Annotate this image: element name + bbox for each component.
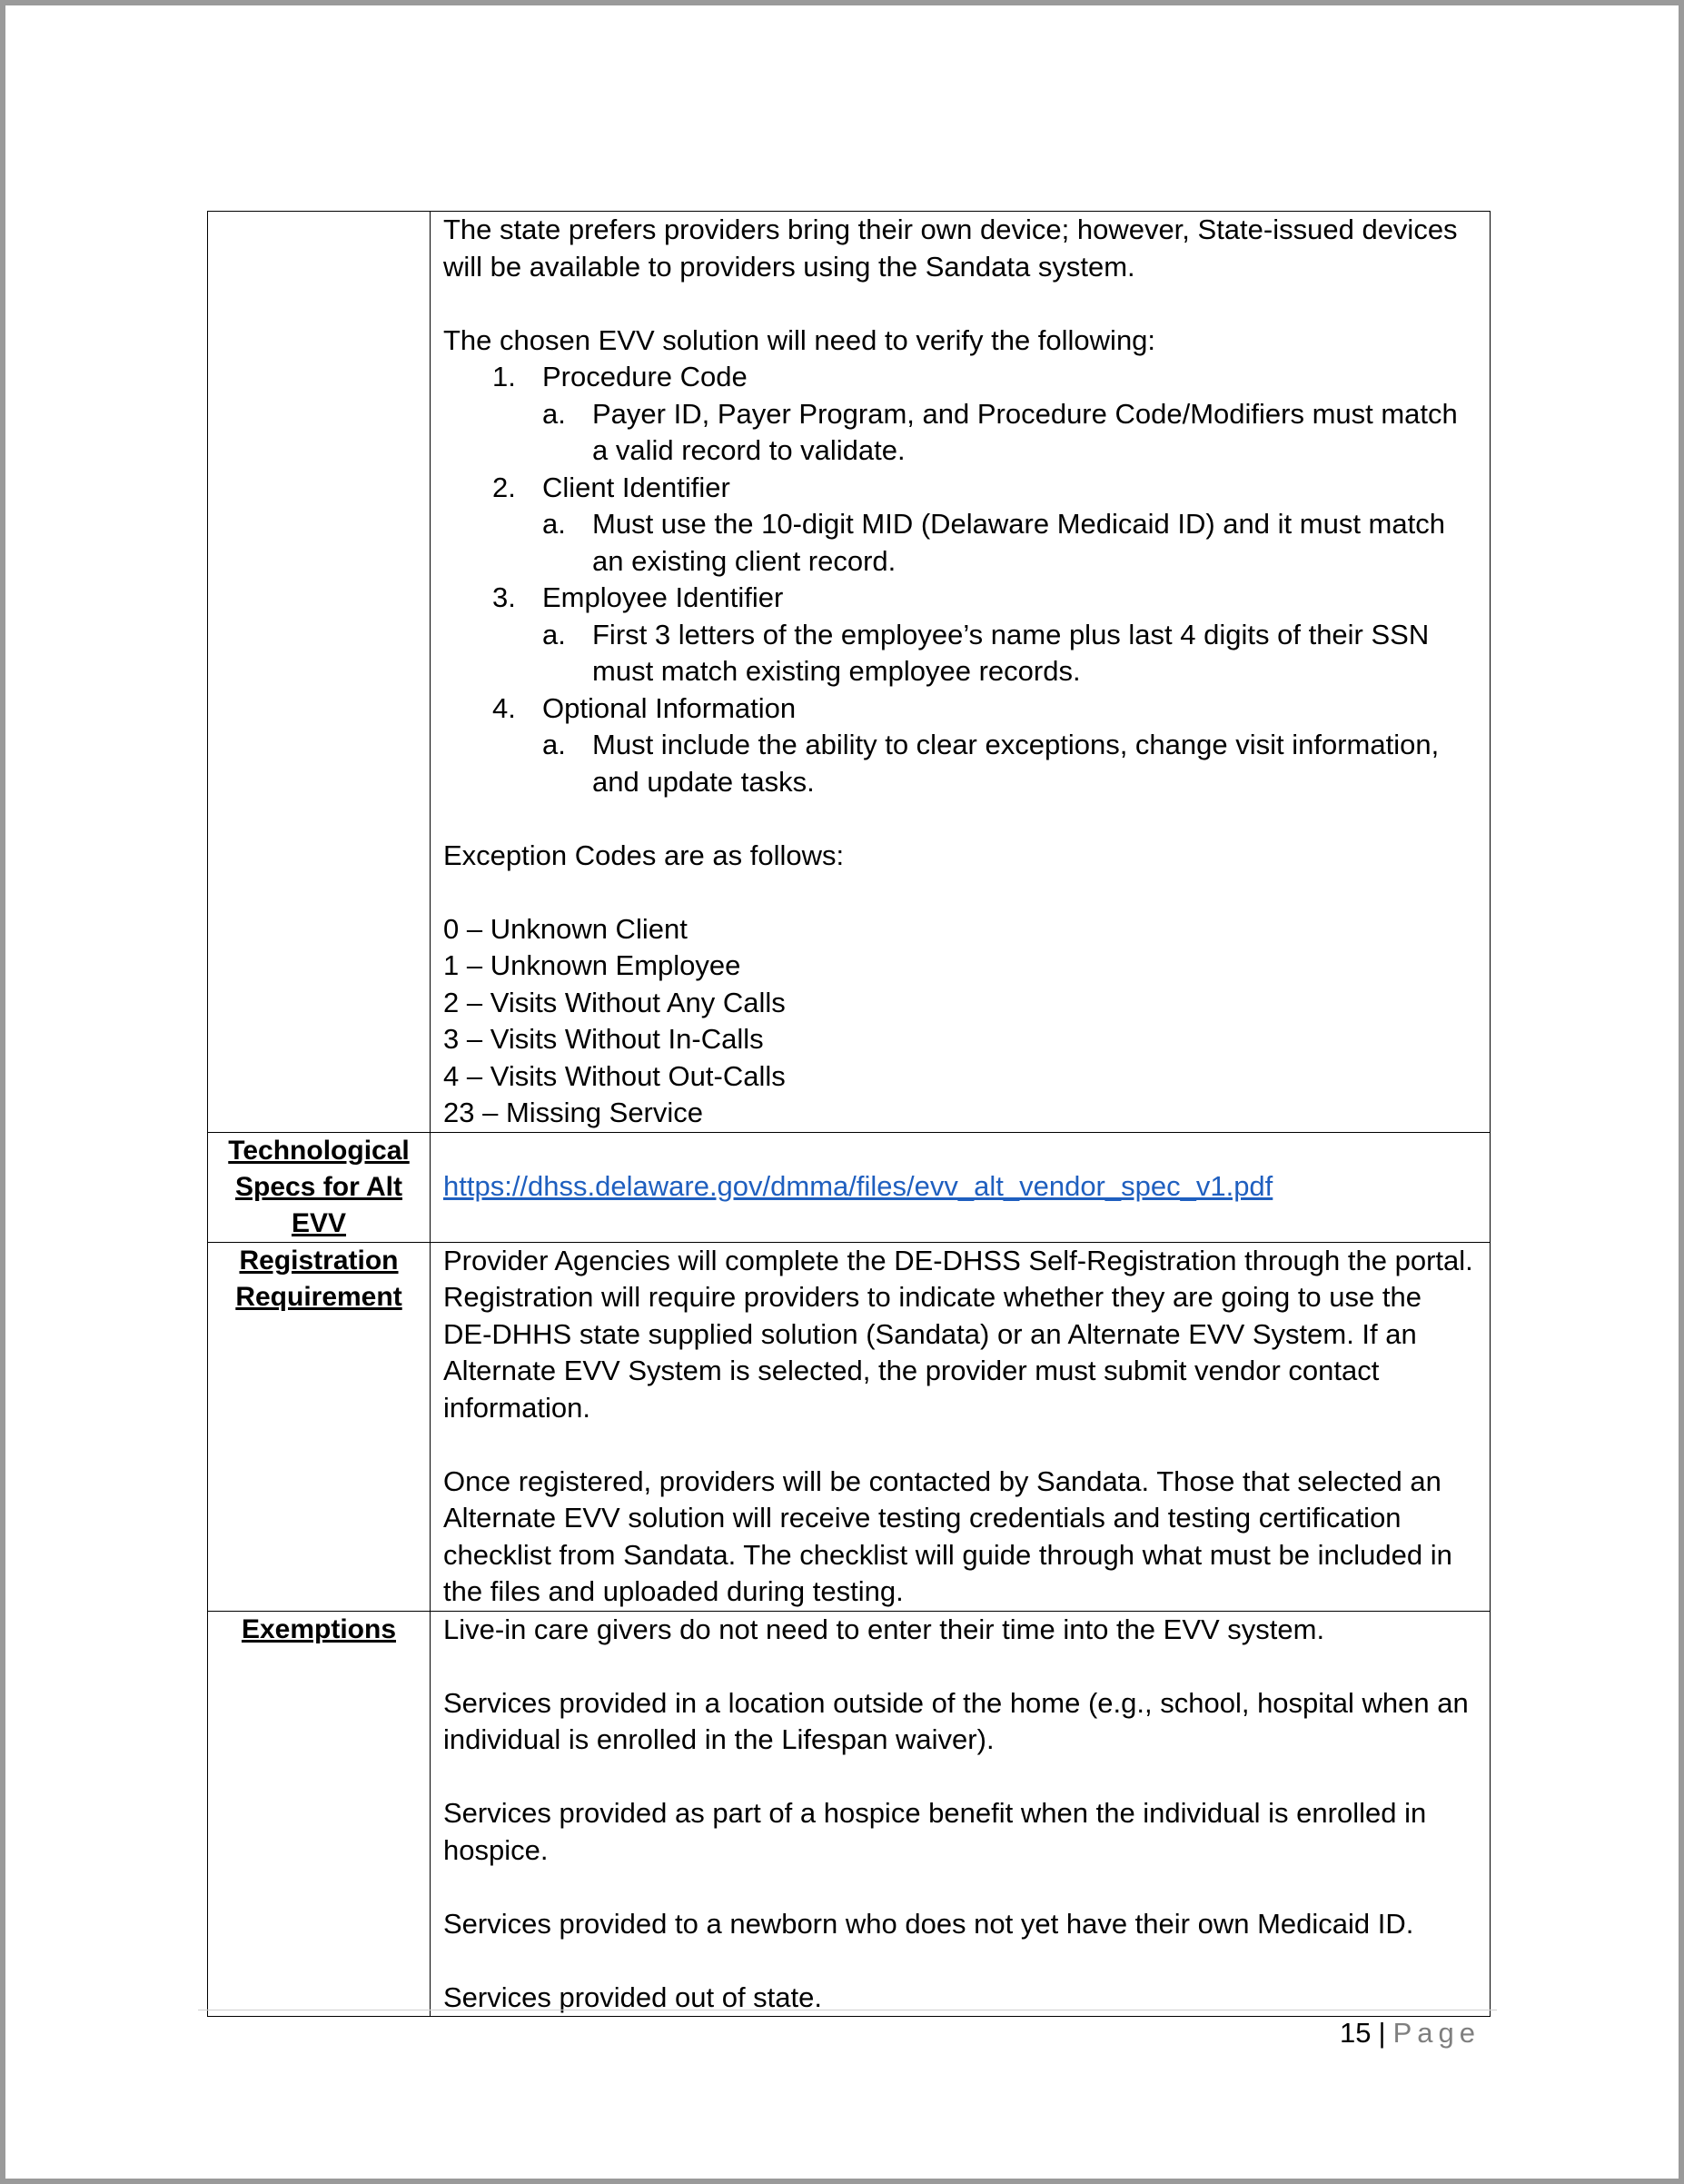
sub-list — [542, 396, 1477, 470]
sub-list-text: Payer ID, Payer Program, and Procedure Code/Modifiers must match a valid record to validate. — [592, 397, 1458, 466]
list-item-label: Client Identifier — [542, 471, 730, 503]
list-number: 2. — [492, 471, 516, 503]
device-paragraph: The state prefers providers bring their own device; however, State-issued devices will be available to providers using the Sandata system. — [443, 213, 1458, 283]
sub-list-item — [542, 617, 1477, 690]
row-label-empty — [208, 212, 431, 1133]
registration-paragraph: Once registered, providers will be contacted by Sandata. Those that selected an Alternate EVV solution will receive testing credentials and testing certification checklist from Sandata. The checklist will guide through what must be included in the files and uploaded during testing. — [443, 1464, 1452, 1607]
exemption-item: Services provided out of state. — [443, 1980, 823, 2013]
exemption-item: Services provided in a location outside of the home (e.g., school, hospital when an individual is enrolled in the Lifespan waiver). — [443, 1686, 1469, 1755]
evv-requirements-table — [207, 211, 1491, 2017]
sub-list-letter: a. — [542, 618, 566, 650]
list-item-label: Procedure Code — [542, 361, 748, 392]
exception-code: 1 – Unknown Employee — [443, 949, 741, 981]
sub-list-item — [542, 727, 1477, 800]
device-and-verification-cell — [431, 212, 1491, 1133]
exemption-item: Services provided as part of a hospice benefit when the individual is enrolled in hospice. — [443, 1797, 1427, 1866]
list-number: 3. — [492, 581, 516, 613]
list-item — [443, 580, 1477, 690]
list-item — [443, 470, 1477, 581]
exception-code: 0 – Unknown Client — [443, 912, 688, 945]
page-separator: | — [1378, 2017, 1386, 2049]
sub-list-letter: a. — [542, 397, 566, 430]
table-row — [208, 212, 1491, 1133]
table-row — [208, 1242, 1491, 1611]
list-item — [443, 359, 1477, 470]
page-number: 15 — [1340, 2017, 1372, 2049]
sub-list — [542, 727, 1477, 800]
page-word: Page — [1392, 2017, 1481, 2049]
exception-code: 2 – Visits Without Any Calls — [443, 986, 786, 1018]
tech-specs-cell — [431, 1132, 1491, 1242]
exemption-item: Services provided to a newborn who does not yet have their own Medicaid ID. — [443, 1907, 1414, 1940]
document-page — [5, 5, 1679, 2179]
sub-list — [542, 617, 1477, 690]
verification-list — [443, 359, 1477, 800]
row-label-tech-specs: Technological Specs for Alt EVV — [208, 1132, 431, 1242]
table-row — [208, 1611, 1491, 2017]
page-number-footer — [1340, 2015, 1481, 2051]
table-row — [208, 1132, 1491, 1242]
list-number: 4. — [492, 691, 516, 724]
page-content — [207, 211, 1490, 2017]
sub-list-item — [542, 396, 1477, 470]
list-item-label: Optional Information — [542, 691, 797, 724]
verify-lead: The chosen EVV solution will need to verify the following: — [443, 323, 1156, 356]
exemption-item: Live-in care givers do not need to enter their time into the EVV system. — [443, 1613, 1325, 1645]
registration-cell — [431, 1242, 1491, 1611]
exception-code: 4 – Visits Without Out-Calls — [443, 1059, 786, 1092]
sub-list-text: Must include the ability to clear exceptions, change visit information, and update tasks. — [592, 729, 1440, 798]
list-item-label: Employee Identifier — [542, 581, 784, 613]
exceptions-lead: Exception Codes are as follows: — [443, 839, 845, 871]
list-number: 1. — [492, 361, 516, 392]
sub-list-letter: a. — [542, 729, 566, 760]
sub-list-item — [542, 506, 1477, 580]
row-label-exemptions: Exemptions — [208, 1611, 431, 2017]
registration-paragraph: Provider Agencies will complete the DE-DHSS Self-Registration through the portal. Registration will require providers to indicate whether they are going to use the DE-DHHS state supplied solution (Sandata) or an Alternate EVV System. If an Alternate EVV System is selected, the provider must submit vendor contact information. — [443, 1244, 1473, 1424]
sub-list-text: First 3 letters of the employee’s name plus last 4 digits of their SSN must match existing employee records. — [592, 618, 1430, 687]
row-label-registration: Registration Requirement — [208, 1242, 431, 1611]
exception-code: 3 – Visits Without In-Calls — [443, 1023, 764, 1055]
list-item — [443, 690, 1477, 801]
sub-list-text: Must use the 10-digit MID (Delaware Medicaid ID) and it must match an existing client record. — [592, 508, 1445, 577]
exemptions-cell — [431, 1611, 1491, 2017]
sub-list — [542, 506, 1477, 580]
sub-list-letter: a. — [542, 508, 566, 540]
exception-code: 23 – Missing Service — [443, 1097, 704, 1128]
vendor-spec-link[interactable]: https://dhss.delaware.gov/dmma/files/evv_alt_vendor_spec_v1.pdf — [443, 1170, 1273, 1203]
